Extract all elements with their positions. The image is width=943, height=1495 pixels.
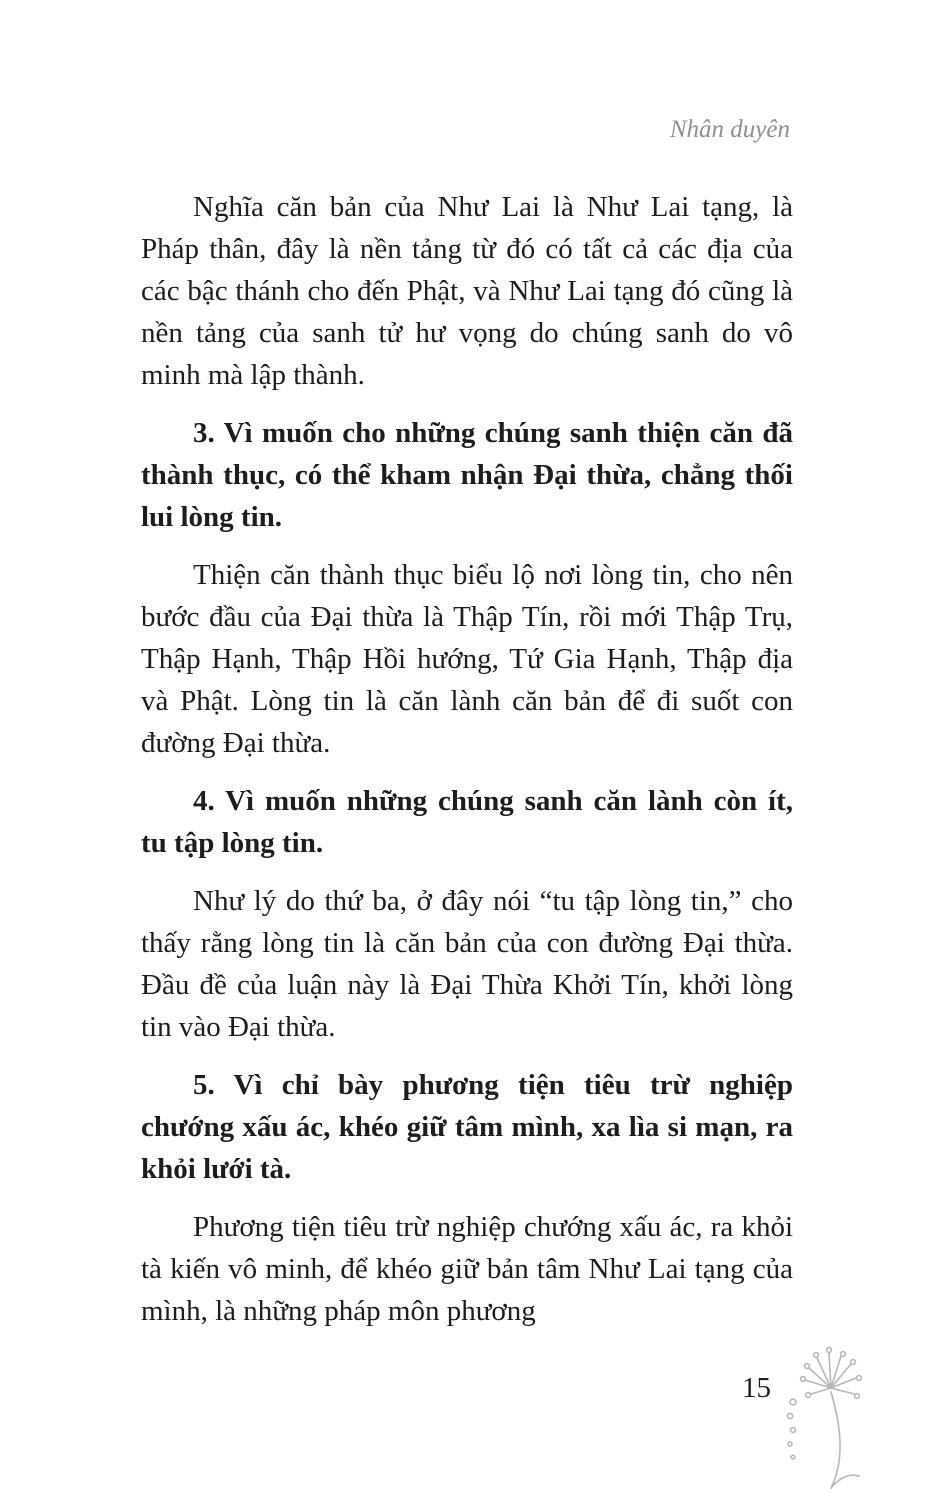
body-text [141, 186, 793, 1348]
section-heading-4: 4. Vì muốn những chúng sanh căn lành còn ít, tu tập lòng tin. [141, 785, 793, 859]
dandelion-icon [785, 1340, 881, 1490]
running-header: Nhân duyên [669, 116, 790, 143]
section-heading-5: 5. Vì chỉ bày phương tiện tiêu trừ nghiệp chướng xấu ác, khéo giữ tâm mình, xa lìa si mạn, ra khỏi lưới tà. [141, 1069, 793, 1185]
paragraph: Nghĩa căn bản của Như Lai là Như Lai tạng, là Pháp thân, đây là nền tảng từ đó có tất cả các địa của các bậc thánh cho đến Phật, và Như Lai tạng đó cũng là nền tảng của sanh tử hư vọng do chúng sanh do vô minh mà lập thành. [141, 191, 793, 391]
paragraph: Phương tiện tiêu trừ nghiệp chướng xấu ác, ra khỏi tà kiến vô minh, để khéo giữ bản tâm Như Lai tạng của mình, là những pháp môn phương [141, 1211, 793, 1327]
section-heading-3: 3. Vì muốn cho những chúng sanh thiện căn đã thành thục, có thể kham nhận Đại thừa, chẳng thối lui lòng tin. [141, 417, 793, 533]
paragraph: Thiện căn thành thục biểu lộ nơi lòng tin, cho nên bước đầu của Đại thừa là Thập Tín, rồi mới Thập Trụ, Thập Hạnh, Thập Hồi hướng, Tứ Gia Hạnh, Thập địa và Phật. Lòng tin là căn lành căn bản để đi suốt con đường Đại thừa. [141, 559, 793, 759]
paragraph: Như lý do thứ ba, ở đây nói “tu tập lòng tin,” cho thấy rằng lòng tin là căn bản của con đường Đại thừa. Đầu đề của luận này là Đại Thừa Khởi Tín, khởi lòng tin vào Đại thừa. [141, 885, 793, 1043]
page-number: 15 [742, 1372, 771, 1404]
